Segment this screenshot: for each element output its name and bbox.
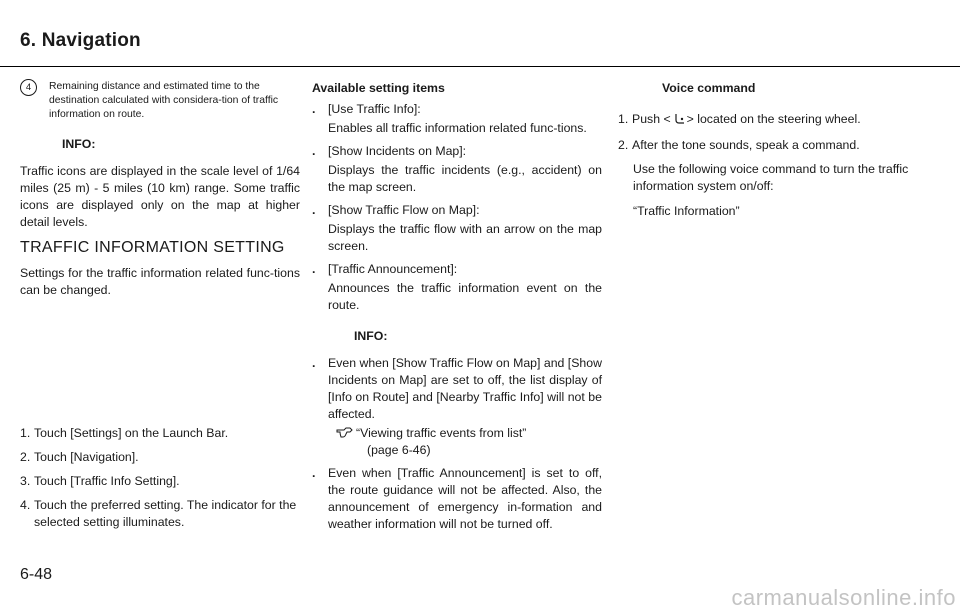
- setting-label: [Use Traffic Info]:: [328, 102, 421, 116]
- step-text-pre: Push <: [632, 112, 671, 126]
- step-number: 3.: [20, 474, 31, 488]
- info-text: Even when [Show Traffic Flow on Map] and [Show Incidents on Map] are set to off, the list display of [Info on Route] and [Nearby Traffic Info] will not be affected.: [328, 356, 602, 421]
- info-heading: INFO:: [354, 329, 388, 343]
- reference-page: (page 6-46): [367, 443, 431, 457]
- setting-label: [Show Incidents on Map]:: [328, 144, 467, 158]
- voice-steps-list: [618, 111, 918, 154]
- setting-description: Announces the traffic information event on the route.: [328, 281, 602, 312]
- chapter-title: 6. Navigation: [20, 30, 141, 51]
- callout-text: Remaining distance and estimated time to the destination calculated with considera-tion of traffic information on route.: [49, 81, 279, 120]
- section-paragraph: Settings for the traffic information related func-tions can be changed.: [20, 266, 300, 297]
- setting-description: Displays the traffic incidents (e.g., accident) on the map screen.: [328, 163, 602, 194]
- step-text: After the tone sounds, speak a command.: [632, 138, 860, 152]
- bullet: .: [312, 356, 316, 370]
- watermark: carmanualsonline.info: [731, 585, 956, 610]
- cross-reference[interactable]: [336, 425, 602, 459]
- setting-item: [312, 101, 602, 137]
- bullet: .: [312, 262, 316, 276]
- figure-placeholder: [20, 307, 300, 425]
- setting-label: [Traffic Announcement]:: [328, 262, 458, 276]
- setting-label: [Show Traffic Flow on Map]:: [328, 203, 480, 217]
- info-heading: INFO:: [62, 137, 96, 151]
- step-item: [20, 449, 300, 466]
- step-text: Touch [Settings] on the Launch Bar.: [34, 426, 229, 440]
- column-right: [618, 80, 918, 228]
- column-left: [20, 80, 300, 538]
- bullet: .: [312, 144, 316, 158]
- setting-item: [312, 143, 602, 196]
- info-paragraph: Traffic icons are displayed in the scale level of 1/64 miles (25 m) - 5 miles (10 km) range. Some traffic icons are displayed only on the map at higher detail levels.: [20, 164, 300, 229]
- step-item: [618, 137, 918, 154]
- bullet: .: [312, 102, 316, 116]
- reference-title: “Viewing traffic events from list”: [356, 426, 527, 440]
- step-text: Touch [Navigation].: [34, 450, 139, 464]
- step-item: [20, 473, 300, 490]
- reference-pointer-icon: [336, 425, 356, 459]
- step-item: [618, 111, 918, 130]
- steps-list: [20, 425, 300, 531]
- info-text: Even when [Traffic Announcement] is set to off, the route guidance will not be affected. Also, the announcement of emergency in-formation and weather information will not be turned off.: [328, 466, 602, 531]
- setting-description: Displays the traffic flow with an arrow on the map screen.: [328, 222, 602, 253]
- step-number: 1.: [20, 426, 31, 440]
- step-text-post: > located on the steering wheel.: [686, 112, 861, 126]
- section-title: TRAFFIC INFORMATION SETTING: [20, 239, 285, 256]
- bullet: .: [312, 466, 316, 480]
- step-number: 4.: [20, 498, 31, 512]
- voice-command-phrase: “Traffic Information”: [633, 204, 740, 218]
- step-number: 2.: [20, 450, 31, 464]
- callout-number-badge: 4: [20, 79, 37, 96]
- info-item: [312, 355, 602, 459]
- step-number: 2.: [618, 138, 629, 152]
- setting-item: [312, 202, 602, 255]
- step-item: [20, 497, 300, 531]
- setting-description: Enables all traffic information related func-tions.: [328, 121, 587, 135]
- step-text: Touch the preferred setting. The indicator for the selected setting illuminates.: [34, 498, 297, 529]
- column-middle: [312, 80, 602, 539]
- voice-instruction: Use the following voice command to turn the traffic information system on/off:: [633, 162, 909, 193]
- step-item: [20, 425, 300, 442]
- talk-switch-icon: [673, 113, 685, 130]
- info-item: [312, 465, 602, 533]
- page-number: 6-48: [20, 566, 53, 583]
- setting-items-heading: Available setting items: [312, 81, 445, 95]
- bullet: .: [312, 203, 316, 217]
- setting-item: [312, 261, 602, 314]
- voice-command-heading: Voice command: [662, 81, 756, 95]
- callout-item: [20, 80, 300, 122]
- step-text: Touch [Traffic Info Setting].: [34, 474, 180, 488]
- step-number: 1.: [618, 112, 629, 126]
- page-header: [0, 0, 960, 67]
